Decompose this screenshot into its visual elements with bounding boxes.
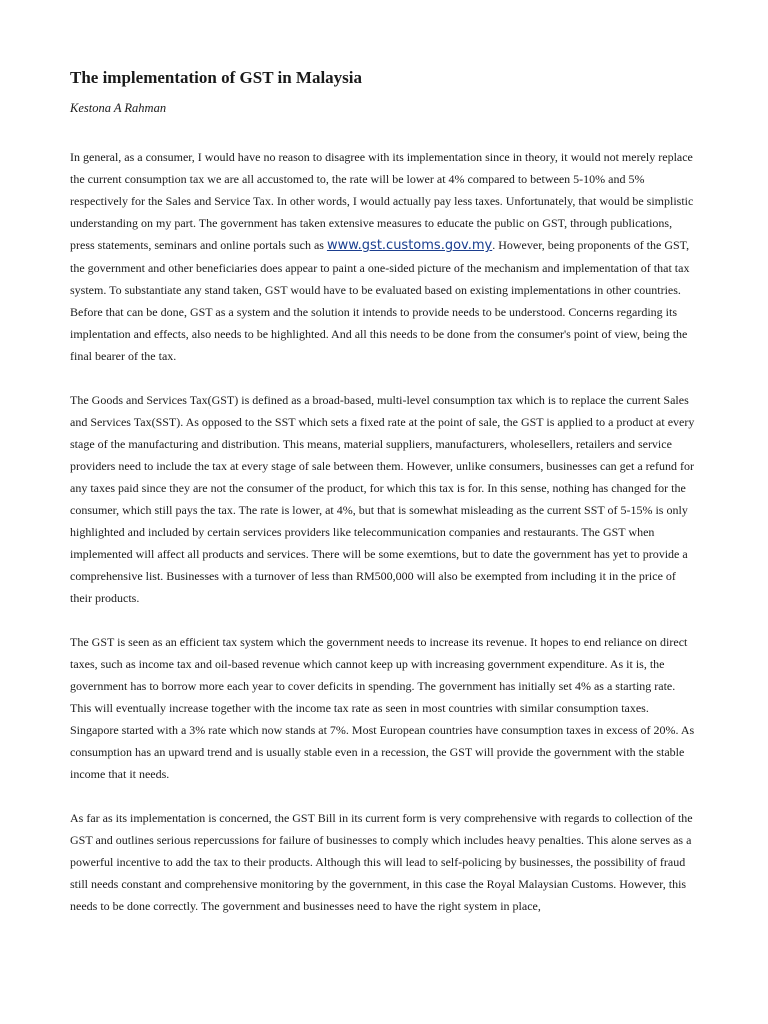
gst-portal-link[interactable]: www.gst.customs.gov.my — [326, 238, 493, 253]
paragraph-4: As far as its implementation is concerned, the GST Bill in its current form is very comprehensive with regards to collection of the GST and outlines serious repercussions for failure of businesses to comply which includes heavy penalties. This alone serves as a powerful incentive to add the tax to their products. Although this will lead to self-policing by businesses, the possibility of fraud still needs constant and comprehensive monitoring by the government, in this case the Royal Malaysian Customs. However, this needs to be done correctly. The government and businesses need to have the right system in place, — [70, 811, 693, 913]
paragraph-3: The GST is seen as an efficient tax system which the government needs to increase its revenue. It hopes to end reliance on direct taxes, such as income tax and oil-based revenue which cannot keep up with increasing government expenditure. As it is, the government has to borrow more each year to cover deficits in spending. The government has initially set 4% as a starting rate. This will eventually increase together with the income tax rate as seen in most countries with similar consumption taxes. Singapore started with a 3% rate which now stands at 7%. Most European countries have consumption taxes in excess of 20%. As consumption has an upward trend and is usually stable even in a recession, the GST will provide the government with the stable income that it needs. — [70, 635, 695, 781]
document-title: The implementation of GST in Malaysia — [70, 68, 363, 87]
paragraph-1 — [70, 146, 698, 367]
paragraph-2: The Goods and Services Tax(GST) is defined as a broad-based, multi-level consumption tax which is to replace the current Sales and Services Tax(SST). As opposed to the SST which sets a fixed rate at the point of sale, the GST is applied to a product at every stage of the manufacturing and distribution. This means, material suppliers, manufacturers, wholesellers, retailers and service providers need to include the tax at every stage of sale between them. However, unlike consumers, businesses can get a refund for any taxes paid since they are not the consumer of the product, for which this tax is for. In this sense, nothing has changed for the consumer, which still pays the tax. The rate is lower, at 4%, but that is somewhat misleading as the current SST of 5-15% is only highlighted and included by certain services providers like telecommunication companies and restaurants. The GST when implemented will affect all products and services. There will be some exemtions, but to date the government has yet to provide a comprehensive list. Businesses with a turnover of less than RM500,000 will also be exempted from including it in the price of their products. — [70, 393, 695, 605]
document-author: Kestona A Rahman — [70, 101, 167, 115]
paragraph-1-text-a: In general, as a consumer, I would have no reason to disagree with its implementation since in theory, it would not merely replace the current consumption tax we are all accustomed to, the rate will be lower at 4% compared to between 5-10% and 5% respectively for the Sales and Service Tax. In other words, I would actually pay less taxes. Unfortunately, that would be simplistic understanding on my part. The government has taken extensive measures to educate the public on GST, through publications, press statements, seminars and online portals such as — [70, 150, 694, 252]
paragraph-1-text-b: . However, being proponents of the GST, the government and other beneficiaries does appear to paint a one-sided picture of the mechanism and implementation of that tax system. To substantiate any stand taken, GST would have to be evaluated based on existing implementations in other countries. Before that can be done, GST as a system and the solution it intends to provide needs to be understood. Concerns regarding its implentation and effects, also needs to be highlighted. And all this needs to be done from the consumer's point of view, being the final bearer of the tax. — [70, 238, 690, 363]
